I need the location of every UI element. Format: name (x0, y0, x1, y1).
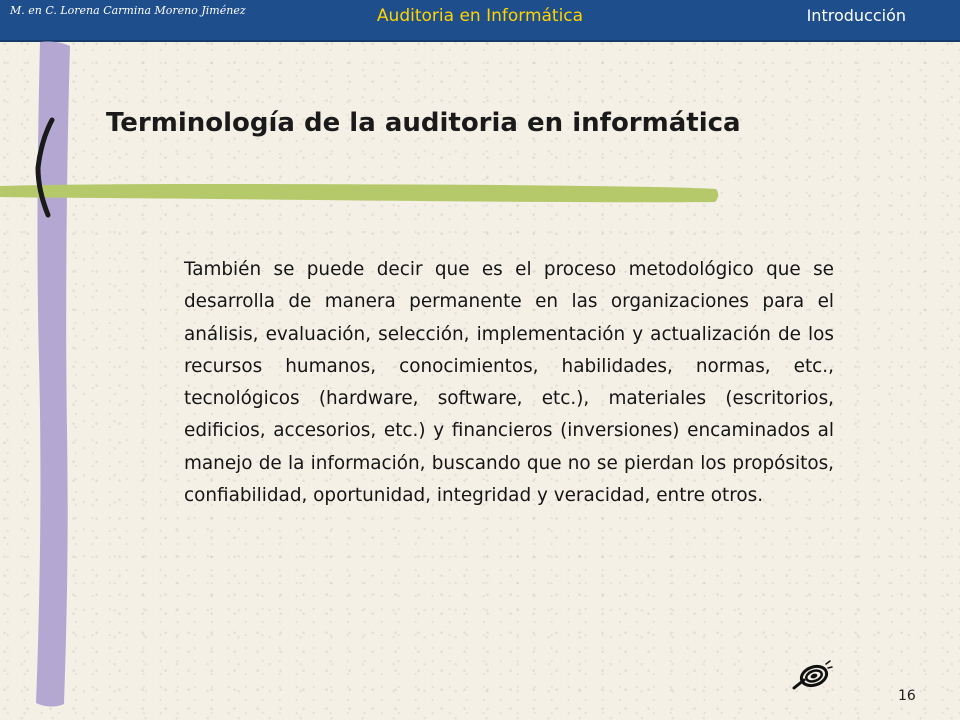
bracket-mark-icon (0, 0, 100, 240)
course-title: Auditoria en Informática (376, 6, 584, 26)
spiral-nav-icon[interactable] (790, 658, 834, 694)
section-name: Introducción (806, 6, 906, 25)
page-number: 16 (898, 688, 916, 704)
slide-body-text: También se puede decir que es el proceso metodológico que se desarrolla de manera permanente en las organizaciones para el análisis, evaluación, selección, implementación y actualización de los recursos humanos, conocimientos, habilidades, normas, etc., tecnológicos (hardware, software, etc.), materiales (escritorios, edificios, accesorios, etc.) y financieros (inversiones) encaminados al manejo de la información, buscando que no se pierdan los propósitos, confiabilidad, oportunidad, integridad y veracidad, entre otros. (184, 259, 834, 507)
slide-title: Terminología de la auditoria en informática (106, 108, 741, 138)
author-name: M. en C. Lorena Carmina Moreno Jiménez (10, 4, 246, 17)
